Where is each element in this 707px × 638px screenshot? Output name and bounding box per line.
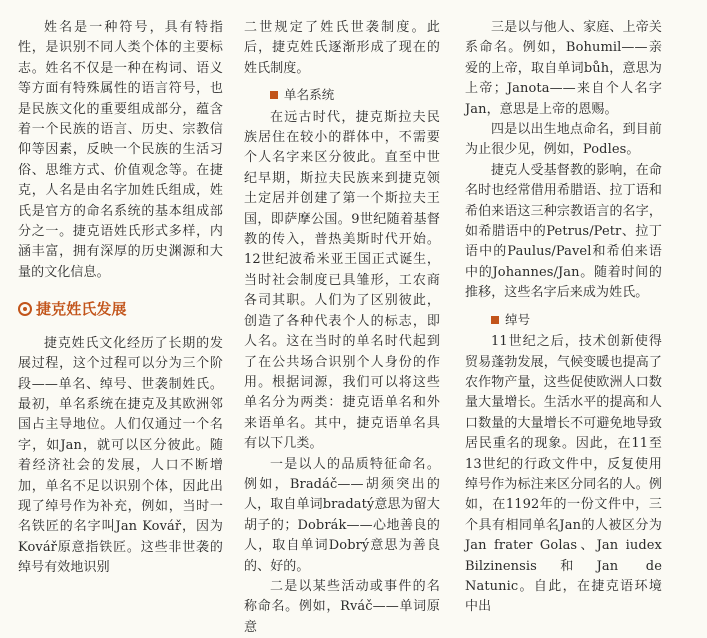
subheading-single-name [244,85,440,105]
section-heading-text: 捷克姓氏发展 [36,300,127,319]
religious-names-paragraph: 捷克人受基督教的影响，在命名时也经常借用希腊语、拉丁语和希伯来语这三种宗教语言的名字，如希腊语中的Petrus/Petr、拉丁语中的Paulus/Pavel和希伯来语中的Johannes/Jan。随着时间的推移，这些名字后来成为姓氏。 [465,162,662,301]
continued-paragraph: 二世规定了姓氏世袭制度。此后，捷克姓氏逐渐形成了现在的姓氏制度。 [244,20,440,76]
single-name-paragraph: 在远古时代，捷克斯拉夫民族居住在较小的群体中，不需要个人名字来区分彼此。直至中世纪早期，斯拉夫民族来到捷克领土定居并创建了第一个斯拉夫王国，即萨摩公国。9世纪随着基督教的传入，普热美斯时代开始。12世纪波希米亚王国正式诞生，当时社会制度已具雏形，工农商各司其职。人们为了区别彼此，创造了各种代表个人的标志，即人名。这在当时的单名时代起到了在公共场合识别个人身份的作用。根据词源，我们可以将这些单名分为两类：捷克语单名和外来语单名。其中，捷克语单名具有以下几类。 [244,109,440,452]
naming-type-2-paragraph: 二是以某些活动或事件的名称命名。例如，Rváč——单词原意 [244,578,440,635]
section-heading [18,299,223,319]
column-middle [244,18,440,638]
intro-paragraph: 姓名是一种符号，具有特指性，是识别不同人类个体的主要标志。姓名不仅是一种在构词、语义等方面有特殊属性的语言符号，也是民族文化的重要组成部分，蕴含着一个民族的语言、历史、宗教信仰等因素，反映一个民族的生活习俗、思维方式、价值观念等。在捷克，人名是由名字加姓氏组成，姓氏是官方的命名系统的基本组成部分之一。捷克语姓氏形式多样，内涵丰富，拥有深厚的历史渊源和大量的文化信息。 [18,20,223,280]
naming-type-3-paragraph: 三是以与他人、家庭、上帝关系命名。例如，Bohumil——亲爱的上帝，取自单词bůh，意思为上帝；Janota——来自个人名字Jan，意思是上帝的恩赐。 [465,20,662,117]
development-paragraph: 捷克姓氏文化经历了长期的发展过程，这个过程可以分为三个阶段——单名、绰号、世袭制姓氏。最初，单名系统在捷克及其欧洲邻国占主导地位。人们仅通过一个名字，如Jan，就可以区分彼此。随着经济社会的发展，人口不断增加，单名不足以识别个体，因此出现了绰号作为补充，例如，当时一名铁匠的名字叫Jan Kovář，因为Kovář原意指铁匠。这些非世袭的绰号有效地识别 [18,335,223,576]
square-bullet-icon [491,316,499,324]
column-left [18,18,223,579]
naming-type-4-paragraph: 四是以出生地点命名，到目前为止很少见，例如，Podles。 [465,122,662,158]
subheading-nickname [465,310,662,330]
square-bullet-icon [270,91,278,99]
subheading-text: 单名系统 [284,87,335,103]
naming-type-1-paragraph: 一是以人的品质特征命名。例如，Bradáč——胡须突出的人，取自单词bradatý意思为留大胡子的；Dobrák——心地善良的人，取自单词Dobrý意思为善良的、好的。 [244,456,440,574]
target-bullet-icon [18,302,32,316]
subheading-text: 绰号 [505,311,531,327]
column-right [465,18,662,618]
nickname-paragraph: 11世纪之后，技术创新使得贸易蓬勃发展，气候变暖也提高了农作物产量，这些促使欧洲人口数量大量增长。生活水平的提高和人口数量的大量增长不可避免地导致居民重名的现象。因此，在11至13世纪的行政文件中，反复使用绰号作为标注来区分同名的人。例如，在1192年的一份文件中，三个具有相同单名Jan的人被区分为Jan frater Golas、Jan iudex Bilzinensis和Jan de Natunic。自此，在捷克语环境中出 [465,334,662,615]
